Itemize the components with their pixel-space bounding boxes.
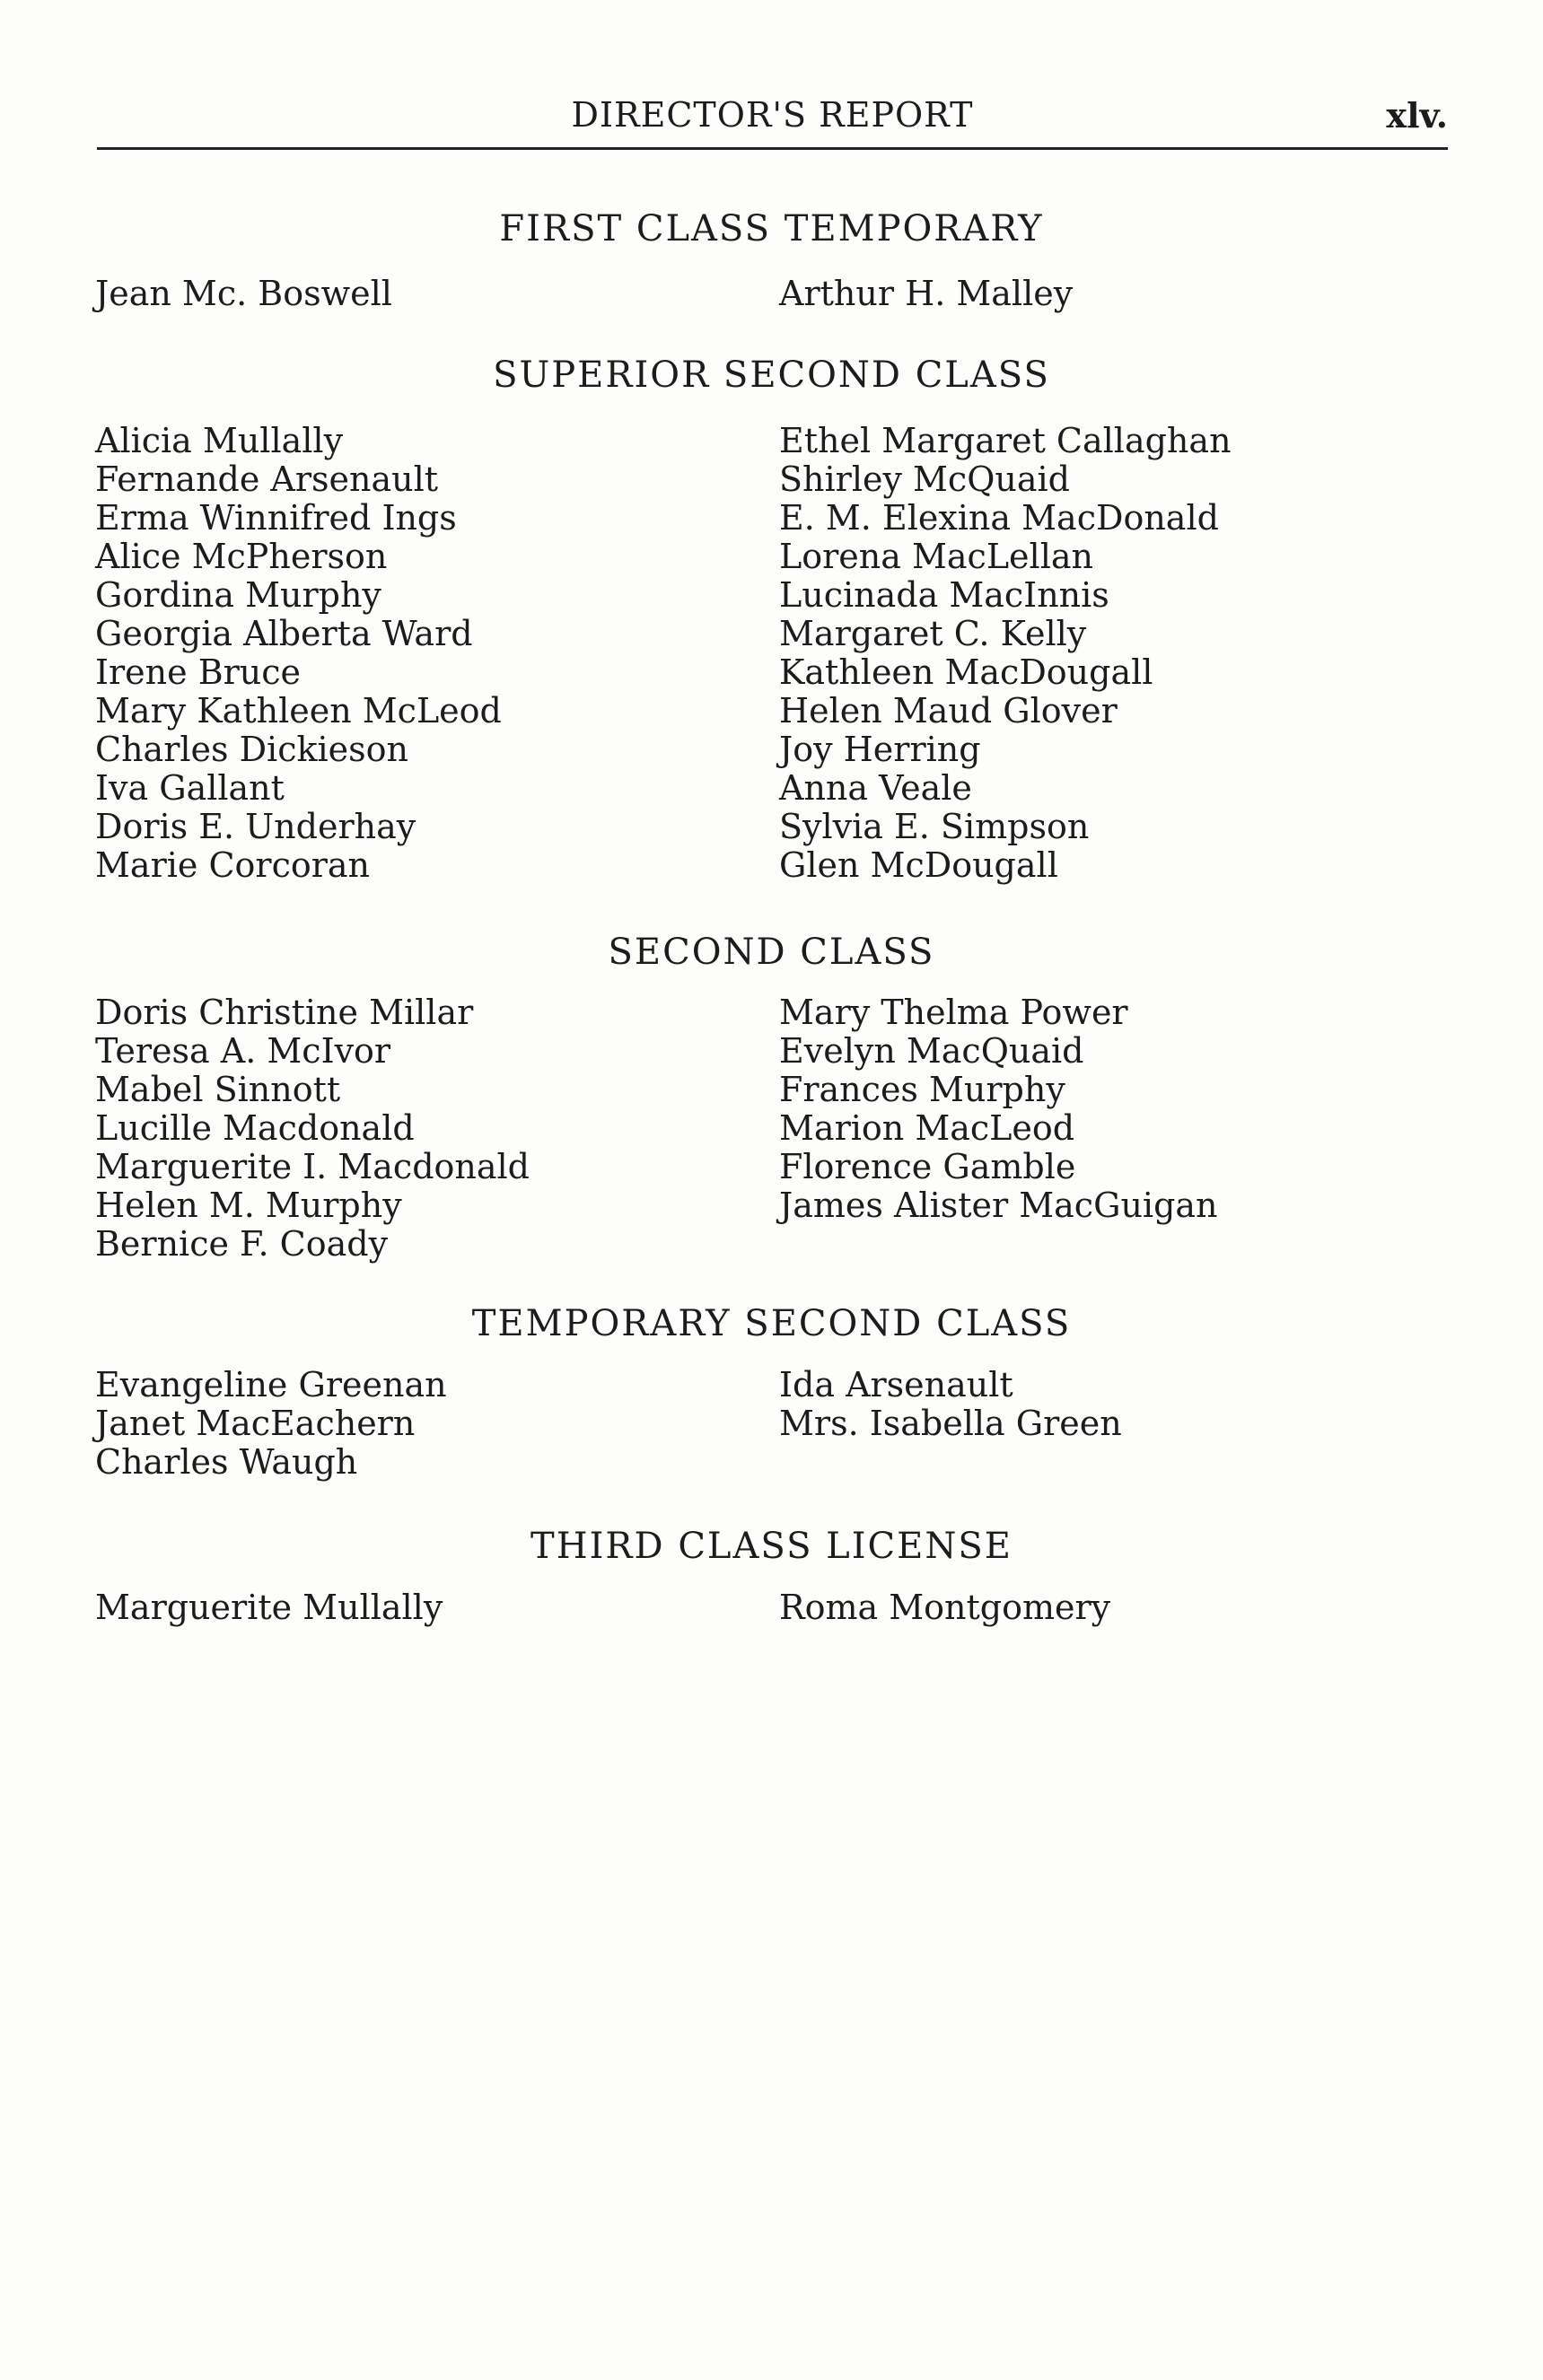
list-item: Fernande Arsenault bbox=[95, 459, 439, 499]
list-item: Florence Gamble bbox=[779, 1147, 1076, 1186]
list-item: Ida Arsenault bbox=[779, 1365, 1013, 1404]
list-item: Gordina Murphy bbox=[95, 575, 381, 615]
running-head: DIRECTOR'S REPORT bbox=[571, 95, 974, 135]
section-temporary-second-class-right bbox=[779, 1366, 1122, 1443]
section-third-class-license-right bbox=[779, 1588, 1110, 1627]
list-item: Georgia Alberta Ward bbox=[95, 614, 473, 653]
list-item: Janet MacEachern bbox=[95, 1404, 416, 1443]
list-item: Alicia Mullally bbox=[95, 421, 344, 460]
list-item: Arthur H. Malley bbox=[779, 274, 1074, 313]
section-first-class-temporary-left bbox=[95, 275, 392, 313]
list-item: Marion MacLeod bbox=[779, 1108, 1075, 1148]
section-heading-second-class: SECOND CLASS bbox=[608, 932, 935, 973]
section-superior-second-class-right bbox=[779, 422, 1232, 885]
list-item: Glen McDougall bbox=[779, 845, 1058, 885]
list-item: Irene Bruce bbox=[95, 652, 302, 692]
list-item: Charles Waugh bbox=[95, 1442, 358, 1482]
page-number: xlv. bbox=[1386, 95, 1448, 136]
list-item: Roma Montgomery bbox=[779, 1588, 1111, 1627]
list-item: Kathleen MacDougall bbox=[779, 652, 1153, 692]
list-item: E. M. Elexina MacDonald bbox=[779, 498, 1219, 538]
list-item: Bernice F. Coady bbox=[95, 1224, 389, 1264]
list-item: Doris E. Underhay bbox=[95, 807, 416, 846]
list-item: Evangeline Greenan bbox=[95, 1365, 447, 1404]
list-item: Iva Gallant bbox=[95, 768, 285, 808]
section-superior-second-class-left bbox=[95, 422, 502, 885]
section-third-class-license-left bbox=[95, 1588, 443, 1627]
section-second-class-right bbox=[779, 993, 1218, 1225]
list-item: James Alister MacGuigan bbox=[779, 1186, 1218, 1225]
list-item: Teresa A. McIvor bbox=[95, 1031, 391, 1071]
list-item: Ethel Margaret Callaghan bbox=[779, 421, 1232, 460]
list-item: Helen Maud Glover bbox=[779, 691, 1118, 731]
list-item: Sylvia E. Simpson bbox=[779, 807, 1090, 846]
list-item: Frances Murphy bbox=[779, 1070, 1065, 1109]
list-item: Helen M. Murphy bbox=[95, 1186, 402, 1225]
list-item: Lorena MacLellan bbox=[779, 537, 1093, 576]
list-item: Joy Herring bbox=[779, 730, 981, 769]
list-item: Marie Corcoran bbox=[95, 845, 371, 885]
list-item: Erma Winnifred Ings bbox=[95, 498, 457, 538]
section-first-class-temporary-right bbox=[779, 275, 1073, 313]
list-item: Margaret C. Kelly bbox=[779, 614, 1087, 653]
list-item: Jean Mc. Boswell bbox=[95, 274, 392, 313]
list-item: Mary Thelma Power bbox=[779, 993, 1128, 1032]
list-item: Charles Dickieson bbox=[95, 730, 409, 769]
list-item: Lucille Macdonald bbox=[95, 1108, 415, 1148]
list-item: Marguerite Mullally bbox=[95, 1588, 443, 1627]
list-item: Mary Kathleen McLeod bbox=[95, 691, 502, 731]
section-second-class-left bbox=[95, 993, 530, 1264]
list-item: Doris Christine Millar bbox=[95, 993, 474, 1032]
list-item: Alice McPherson bbox=[95, 537, 388, 576]
section-heading-first-class-temporary: FIRST CLASS TEMPORARY bbox=[499, 208, 1044, 249]
section-heading-superior-second-class: SUPERIOR SECOND CLASS bbox=[493, 354, 1050, 396]
list-item: Mabel Sinnott bbox=[95, 1070, 341, 1109]
section-heading-temporary-second-class: TEMPORARY SECOND CLASS bbox=[471, 1303, 1072, 1344]
list-item: Marguerite I. Macdonald bbox=[95, 1147, 530, 1186]
list-item: Mrs. Isabella Green bbox=[779, 1404, 1122, 1443]
section-heading-third-class-license: THIRD CLASS LICENSE bbox=[530, 1526, 1013, 1567]
list-item: Anna Veale bbox=[779, 768, 972, 808]
list-item: Lucinada MacInnis bbox=[779, 575, 1109, 615]
list-item: Evelyn MacQuaid bbox=[779, 1031, 1084, 1071]
page-header bbox=[97, 92, 1448, 150]
section-temporary-second-class-left bbox=[95, 1366, 447, 1482]
list-item: Shirley McQuaid bbox=[779, 459, 1070, 499]
